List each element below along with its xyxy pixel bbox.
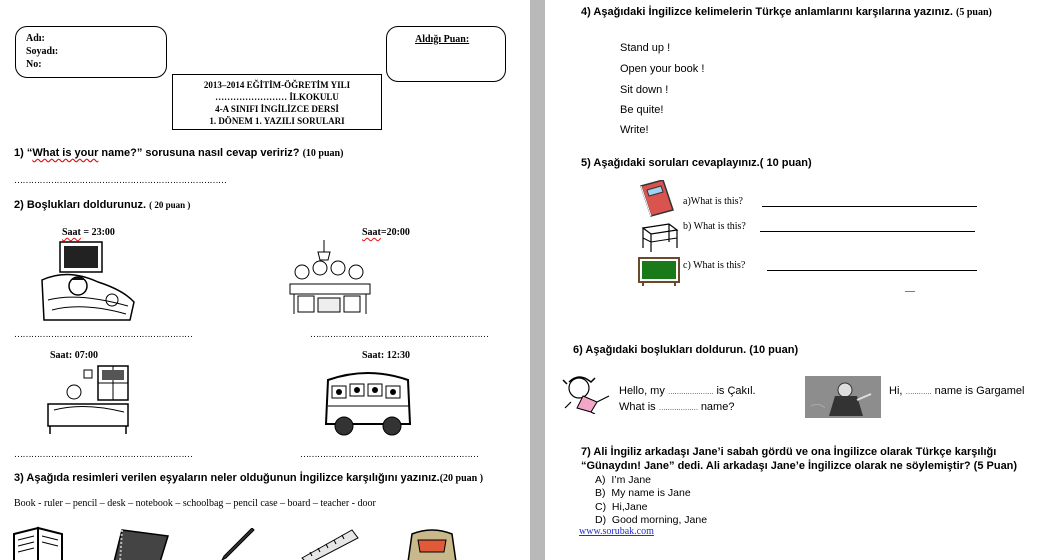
q2-answer-line-4: ……………………………………………………… [300, 449, 479, 459]
q4-item-1: Stand up ! [620, 42, 671, 54]
time-label-3: Saat: 07:00 [50, 350, 99, 361]
header-line-4: 1. DÖNEM 1. YAZILI SORULARI [209, 116, 345, 126]
q5-answer-line-2 [760, 231, 975, 232]
question-4 [581, 6, 992, 18]
q1-phrase-2: name?” [98, 147, 143, 159]
family-dinner-picture [288, 238, 372, 318]
q5-answer-line-3 [767, 270, 977, 271]
q3-word-list: Book - ruler – pencil – desk – notebook – schoolbag – pencil case – board – teacher - door [14, 498, 376, 509]
schoolbag-picture [402, 526, 462, 560]
q5-points: ( 10 puan) [759, 157, 812, 169]
q4-item-3: Sit down ! [620, 84, 669, 96]
q7-option-b: B) My name is Jane [595, 487, 691, 499]
time-2-value: =20:00 [380, 227, 410, 238]
question-1 [14, 147, 343, 159]
q5-item-2: b) What is this? [683, 221, 746, 232]
name-label: Adı: [26, 33, 45, 44]
header-line-2: …………………… İLKOKULU [215, 92, 339, 102]
q6-left-line-1 [619, 385, 756, 397]
q6-right-a: Hi, [889, 385, 903, 397]
right-page [545, 0, 1056, 560]
q6-left-1b: is Çakıl. [716, 385, 756, 397]
q2-title: 2) Boşlukları doldurunuz. [14, 199, 147, 211]
q6-right-line [889, 385, 1024, 397]
gargamel-picture [805, 376, 881, 418]
q4-item-5: Write! [620, 124, 649, 136]
question-5 [581, 157, 812, 169]
sleeping-child-picture [38, 240, 138, 322]
surname-label: Soyadı: [26, 46, 59, 57]
time-label-1 [62, 227, 115, 238]
q6-left-line-2 [619, 401, 734, 413]
q5-dash: — [905, 286, 915, 297]
time-1-value: = 23:00 [80, 227, 115, 238]
q3-title: 3) Aşağıda resimleri verilen eşyaların neler olduğunun İngilizce karşılığını yazınız. [14, 472, 440, 484]
question-2 [14, 199, 190, 211]
q6-left-dots-2: ……………… [658, 405, 698, 412]
question-7-line-1: 7) Ali İngiliz arkadaşı Jane’i sabah gördü ve ona İngilizce olarak Türkçe karşılığı [581, 446, 997, 458]
q6-left-dots-1: ………………… [667, 389, 714, 396]
board-picture [637, 256, 681, 286]
q1-rest: sorusuna nasıl cevap veririz? [142, 147, 300, 159]
q5-item-3: c) What is this? [683, 260, 746, 271]
q6-left-2a: What is [619, 401, 656, 413]
q7-option-a: A) I’m Jane [595, 474, 652, 486]
q2-answer-line-3: ……………………………………………………… [14, 449, 193, 459]
footer-link[interactable]: www.sorubak.com [579, 526, 654, 537]
pencil-picture [218, 528, 258, 560]
q1-phrase-your: your [74, 147, 99, 159]
question-7-line-2: “Günaydın! Jane” dedi. Ali arkadaşı Jane’e İngilizce olarak ne söylemiştir? (5 Puan) [581, 460, 1018, 472]
cartoon-girl-picture [561, 372, 613, 414]
q1-number: 1) [14, 147, 24, 159]
time-1-word: Saat [62, 227, 81, 238]
q4-item-2: Open your book ! [620, 63, 705, 75]
q3-points: (20 puan ) [439, 473, 484, 484]
q4-points: (5 puan) [955, 7, 992, 18]
q1-points: (10 puan) [302, 148, 344, 159]
q6-left-2b: name? [700, 401, 735, 413]
score-box [386, 26, 506, 82]
time-label-4: Saat: 12:30 [362, 350, 411, 361]
q4-title: 4) Aşağıdaki İngilizce kelimelerin Türkçe anlamlarını karşılarına yazınız. [581, 6, 953, 18]
q1-quote-open: “ [26, 147, 33, 159]
q1-answer-line: ………………………………………………………………… [14, 175, 227, 185]
q5-title: 5) Aşağıdaki soruları cevaplayınız. [581, 157, 760, 169]
q5-answer-line-1 [762, 206, 977, 207]
red-book-picture [637, 180, 677, 218]
q4-item-4: Be quite! [620, 104, 664, 116]
q7-option-c: C) Hi,Jane [595, 501, 648, 513]
waking-child-picture [44, 364, 132, 436]
q7-option-d: D) Good morning, Jane [595, 514, 708, 526]
header-line-1: 2013–2014 EĞİTİM-ÖĞRETİM YILI [203, 80, 351, 90]
time-label-2 [362, 227, 410, 238]
number-label: No: [26, 59, 42, 70]
exam-header-box [172, 74, 382, 130]
q6-right-b: name is Gargamel [934, 385, 1025, 397]
q1-phrase-1: What is [32, 147, 75, 159]
q2-answer-line-1: ……………………………………………………… [14, 329, 193, 339]
q6-right-dots: ………… [905, 389, 932, 396]
school-bus-picture [322, 366, 414, 438]
book-picture [10, 524, 66, 560]
q2-answer-line-2: ……………………………………………………… [310, 329, 489, 339]
notebook-picture [112, 526, 170, 560]
student-info-box [15, 26, 167, 78]
question-3 [14, 472, 483, 484]
q5-item-1: a)What is this? [683, 196, 743, 207]
time-2-word: Saat [362, 227, 381, 238]
ruler-picture [300, 528, 360, 560]
desk-picture [639, 220, 679, 252]
q6-left-1a: Hello, my [619, 385, 665, 397]
question-6: 6) Aşağıdaki boşlukları doldurun. (10 puan) [573, 344, 799, 356]
score-label: Aldığı Puan: [415, 34, 470, 45]
q2-points: ( 20 puan ) [149, 200, 191, 210]
header-line-3: 4-A SINIFI İNGİLİZCE DERSİ [215, 104, 339, 114]
